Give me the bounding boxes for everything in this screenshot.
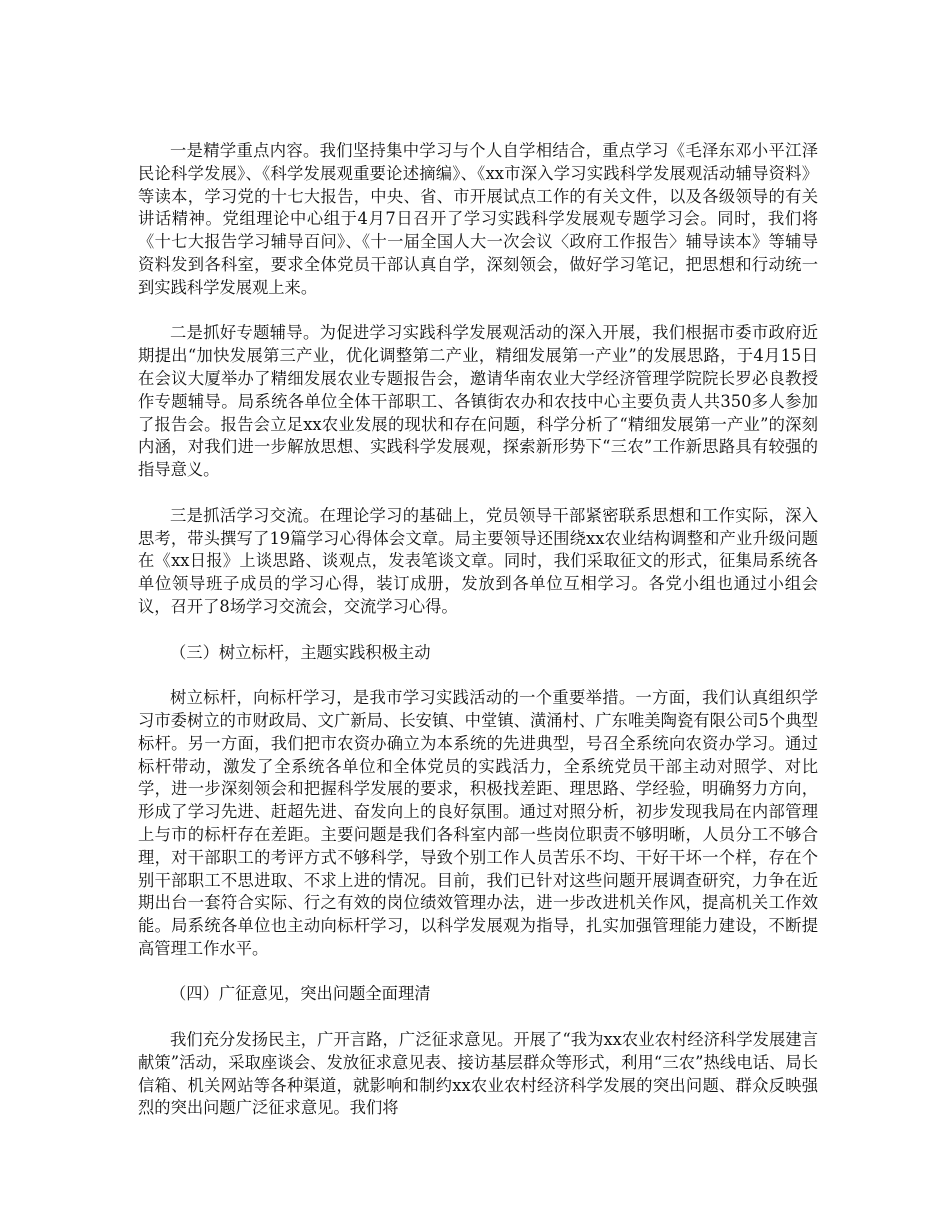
paragraph-study-exchange: 三是抓活学习交流。在理论学习的基础上，党员领导干部紧密联系思想和工作实际，深入思考，带头撰写了19篇学习心得体会文章。局主要领导还围绕xx农业结构调整和产业升级问题在《xx日报》上谈思路、谈观点，发表笔谈文章。同时，我们采取征文的形式，征集局系统各单位领导班子成员的学习心得，装订成册，发放到各单位互相学习。各党小组也通过小组会议，召开了8场学习交流会，交流学习心得。: [138, 505, 818, 616]
section-heading-4: （四）广征意见，突出问题全面理清: [170, 984, 431, 1004]
paragraph-special-guidance: 二是抓好专题辅导。为促进学习实践科学发展观活动的深入开展，我们根据市委市政府近期提出“加快发展第三产业，优化调整第二产业，精细发展第一产业”的发展思路，于4月15日在会议大厦举办了精细发展农业专题报告会，邀请华南农业大学经济管理学院院长罗必良教授作专题辅导。局系统各单位全体干部职工、各镇街农办和农技中心主要负责人共350多人参加了报告会。报告会立足xx农业发展的现状和存在问题，科学分析了“精细发展第一产业”的深刻内涵，对我们进一步解放思想、实践科学发展观，探索新形势下“三农”工作新思路具有较强的指导意义。: [138, 323, 818, 480]
section-heading-3: （三）树立标杆，主题实践积极主动: [170, 642, 431, 662]
paragraph-benchmark: 树立标杆，向标杆学习，是我市学习实践活动的一个重要举措。一方面，我们认真组织学习市委树立的市财政局、文广新局、长安镇、中堂镇、潢涌村、广东唯美陶瓷有限公司5个典型标杆。另一方面，我们把市农资办确立为本系统的先进典型，号召全系统向农资办学习。通过标杆带动，激发了全系统各单位和全体党员的实践活力，全系统党员干部主动对照学、对比学，进一步深刻领会和把握科学发展的要求，积极找差距、理思路、学经验，明确努力方向，形成了学习先进、赶超先进、奋发向上的良好氛围。通过对照分析，初步发现我局在内部管理上与市的标杆存在差距。主要问题是我们各科室内部一些岗位职责不够明晰，人员分工不够合理，对干部职工的考评方式不够科学，导致个别工作人员苦乐不均、干好干坏一个样，存在个别干部职工不思进取、不求上进的情况。目前，我们已针对这些问题开展调查研究，力争在近期出台一套符合实际、行之有效的岗位绩效管理办法，进一步改进机关作风，提高机关工作效能。局系统各单位也主动向标杆学习，以科学发展观为指导，扎实加强管理能力建设，不断提高管理工作水平。: [138, 688, 818, 958]
document-page: [138, 140, 818, 1143]
paragraph-solicit-opinions: 我们充分发扬民主，广开言路，广泛征求意见。开展了“我为xx农业农村经济科学发展建言献策”活动，采取座谈会、发放征求意见表、接访基层群众等形式，利用“三农”热线电话、局长信箱、机关网站等各种渠道，就影响和制约xx农业农村经济科学发展的突出问题、群众反映强烈的突出问题广泛征求意见。我们将: [138, 1030, 818, 1118]
paragraph-study-key-content: 一是精学重点内容。我们坚持集中学习与个人自学相结合，重点学习《毛泽东邓小平江泽民论科学发展》、《科学发展观重要论述摘编》、《xx市深入学习实践科学发展观活动辅导资料》等读本，学习党的十七大报告，中央、省、市开展试点工作的有关文件，以及各级领导的有关讲话精神。党组理论中心组于4月7日召开了学习实践科学发展观专题学习会。同时，我们将《十七大报告学习辅导百问》、《十一届全国人大一次会议〈政府工作报告〉辅导读本》等辅导资料发到各科室，要求全体党员干部认真自学，深刻领会，做好学习笔记，把思想和行动统一到实践科学发展观上来。: [138, 141, 818, 297]
